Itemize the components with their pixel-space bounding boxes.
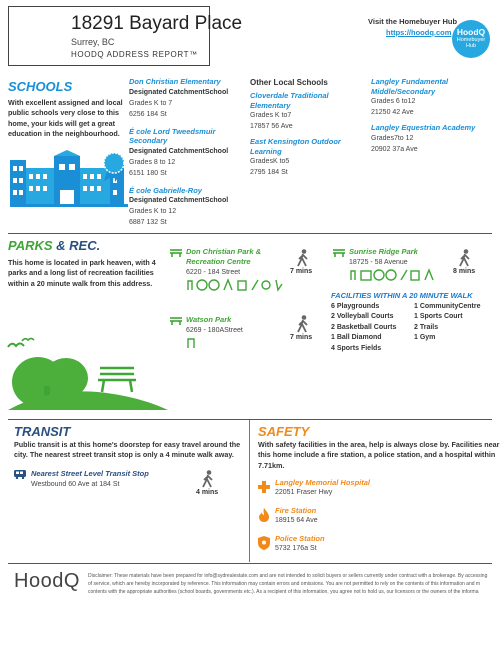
- disclaimer-line: contents with the appropriate authorities (school boards, governments etc.). As a recipient of this information, you agree not to hold us, our licensors or the owners of the informa: [88, 589, 479, 595]
- fire-icon: [258, 508, 270, 522]
- park-name: Sunrise Ridge Park: [349, 247, 418, 256]
- school-address: 6256 184 St: [129, 110, 167, 118]
- disclaimer-line: Disclaimer: These materials have been prepared for info@sydrealestate.com and are not intended to solicit buyers or sellers currently under contract with a brokerage. By accessing: [88, 573, 488, 579]
- school-name: É cole Gabrielle-Roy: [129, 185, 202, 195]
- school-address: 17857 56 Ave: [250, 123, 293, 130]
- school-item[interactable]: [250, 91, 362, 132]
- bus-icon: [14, 469, 27, 479]
- disclaimer-line: of service, which are hereby incorporated by reference. This information may contain errors and omissions. You are not permitted to rely on the contents of this information and m: [88, 581, 481, 587]
- safety-name: Langley Memorial Hospital: [275, 478, 371, 487]
- facility-item: 2 Basketball Courts: [331, 323, 397, 331]
- school-name: East Kensington Outdoor Learning: [250, 137, 341, 156]
- safety-name: Police Station: [275, 534, 325, 543]
- footer-logo: HoodQ: [14, 570, 80, 592]
- safety-name: Fire Station: [275, 506, 317, 515]
- school-address: 21250 42 Ave: [371, 109, 414, 116]
- school-address: 6887 132 St: [129, 219, 167, 226]
- transit-stop[interactable]: [14, 469, 149, 490]
- school-name: Langley Fundamental Middle/Secondary: [371, 77, 449, 96]
- school-grades: GradesK to5: [250, 158, 290, 165]
- other-schools: [250, 77, 362, 178]
- facility-item: 1 Gym: [414, 334, 436, 342]
- school-grades: Grades K to 12: [129, 208, 177, 215]
- park-bench-icon: [333, 247, 345, 257]
- school-name: Langley Equestrian Academy: [371, 123, 476, 132]
- transit-walk-mins: 4 mins: [196, 489, 219, 496]
- safety-title: SAFETY: [258, 424, 310, 439]
- parks-title-rec: & REC.: [52, 238, 101, 253]
- parks-title-main: PARKS: [8, 238, 53, 253]
- park-item[interactable]: [170, 247, 290, 297]
- police-shield-icon: [258, 536, 270, 550]
- walking-person-icon: [202, 470, 214, 488]
- disclaimer: [88, 572, 498, 596]
- park-walk-mins: 7 mins: [290, 334, 313, 341]
- park-amenities-icons: [349, 268, 439, 282]
- walking-person-icon: [297, 249, 309, 267]
- transit-stop-address: Westbound 60 Ave at 184 St: [31, 481, 120, 488]
- facility-item: 1 Sports Court: [414, 313, 463, 321]
- school-type: Designated CatchmentSchool: [129, 88, 229, 96]
- safety-address: 18915 64 Ave: [275, 517, 318, 524]
- school-address: 6151 180 St: [129, 169, 167, 177]
- park-address: 6269 - 180AStreet: [186, 327, 243, 334]
- divider-schools: [8, 233, 492, 234]
- schools-title: SCHOOLS: [8, 79, 73, 94]
- hub-label: Visit the Homebuyer Hub: [368, 17, 458, 26]
- facility-item: 1 CommunityCentre: [414, 303, 481, 310]
- school-address: 20902 37a Ave: [371, 145, 418, 153]
- school-item[interactable]: [250, 137, 362, 178]
- divider-footer: [8, 563, 492, 564]
- facility-item: 4 Sports Fields: [331, 344, 382, 352]
- school-grades: Grades7to 12: [371, 134, 414, 142]
- column-divider: [249, 420, 250, 562]
- walking-person-icon: [297, 315, 309, 333]
- hospital-cross-icon: [258, 481, 270, 493]
- park-walk-mins: 7 mins: [290, 268, 313, 275]
- walking-person-icon: [459, 249, 471, 267]
- safety-item[interactable]: [258, 534, 325, 554]
- badge-line1: HoodQ: [456, 27, 486, 37]
- school-grades: Grades 6 to12: [371, 98, 416, 105]
- school-name: Don Christian Elementary: [129, 77, 221, 86]
- park-bench-icon: [170, 315, 182, 325]
- award-ribbon-icon: [102, 152, 126, 182]
- facility-item: 2 Volleyball Courts: [331, 313, 394, 321]
- school-type: Designated CatchmentSchool: [129, 147, 229, 155]
- facilities-col1: [331, 302, 396, 354]
- facility-item: 1 Ball Diamond: [331, 334, 382, 342]
- school-name: Cloverdale Traditional Elementary: [250, 91, 329, 110]
- safety-address: 5732 176a St: [275, 545, 317, 552]
- school-grades: Grades K to7: [250, 112, 292, 119]
- school-grades: Grades K to 7: [129, 99, 173, 107]
- safety-item[interactable]: [258, 506, 318, 526]
- playground-icon: [186, 336, 202, 350]
- park-bench-icon: [170, 247, 182, 257]
- park-amenities-icons: [186, 278, 296, 292]
- school-address: 2795 184 St: [250, 169, 288, 176]
- park-item[interactable]: [333, 247, 445, 287]
- school-item[interactable]: [129, 127, 247, 179]
- park-name: Don Christian Park & Recreation Centre: [186, 247, 262, 266]
- badge-line2: Homebuyer Hub: [456, 37, 486, 49]
- parks-intro: This home is located in park heaven, with 4 parks and a long list of recreation facilities within a 20 minute walk from this address.: [8, 258, 156, 288]
- report-label: HOODQ ADDRESS REPORT™: [71, 50, 198, 59]
- school-item[interactable]: [129, 186, 247, 229]
- address-title: 18291 Bayard Place: [71, 13, 243, 34]
- school-item[interactable]: [371, 77, 491, 118]
- hub-link[interactable]: https://hoodq.com: [386, 28, 452, 37]
- park-address: 18725 - 58 Avenue: [349, 259, 408, 266]
- park-name: Watson Park: [186, 315, 232, 324]
- park-item[interactable]: [170, 315, 290, 355]
- hub-badge[interactable]: [452, 20, 490, 58]
- assigned-schools: [129, 77, 247, 228]
- divider-parks: [8, 419, 492, 420]
- park-scene-icon: [8, 352, 168, 410]
- more-schools: [371, 77, 491, 155]
- safety-address: 22051 Fraser Hwy: [275, 489, 333, 496]
- school-name: É cole Lord Tweedsmuir Secondary: [129, 126, 216, 145]
- transit-stop-name: Nearest Street Level Transit Stop: [31, 469, 149, 478]
- other-schools-title: Other Local Schools: [250, 78, 328, 87]
- park-address: 6220 - 184 Street: [186, 269, 241, 276]
- school-type: Designated CatchmentSchool: [129, 197, 229, 204]
- facilities-col2: [414, 302, 481, 344]
- park-walk-mins: 8 mins: [453, 268, 476, 275]
- facility-item: 6 Playgrounds: [331, 303, 380, 310]
- safety-item[interactable]: [258, 478, 370, 498]
- safety-intro: With safety facilities in the area, help is always close by. Facilities near this home include a fire station, a police station, and a hospital within 7.71km.: [258, 440, 500, 470]
- school-item[interactable]: [129, 77, 247, 120]
- parks-title: [8, 238, 100, 253]
- facilities-title: FACILITIES WITHIN A 20 MINUTE WALK: [331, 291, 473, 300]
- school-item[interactable]: [371, 123, 491, 155]
- schools-intro: With excellent assigned and local public schools very close to this home, your kids will get a great education in the neighbourhood.: [8, 98, 123, 139]
- transit-intro: Public transit is at this home's doorstep for easy travel around the city. The nearest street transit stop is only a 4 minute walk away.: [14, 440, 241, 460]
- address-city: Surrey, BC: [71, 37, 115, 47]
- facility-item: 2 Trails: [414, 323, 439, 331]
- transit-title: TRANSIT: [14, 424, 71, 439]
- school-grades: Grades 8 to 12: [129, 158, 176, 166]
